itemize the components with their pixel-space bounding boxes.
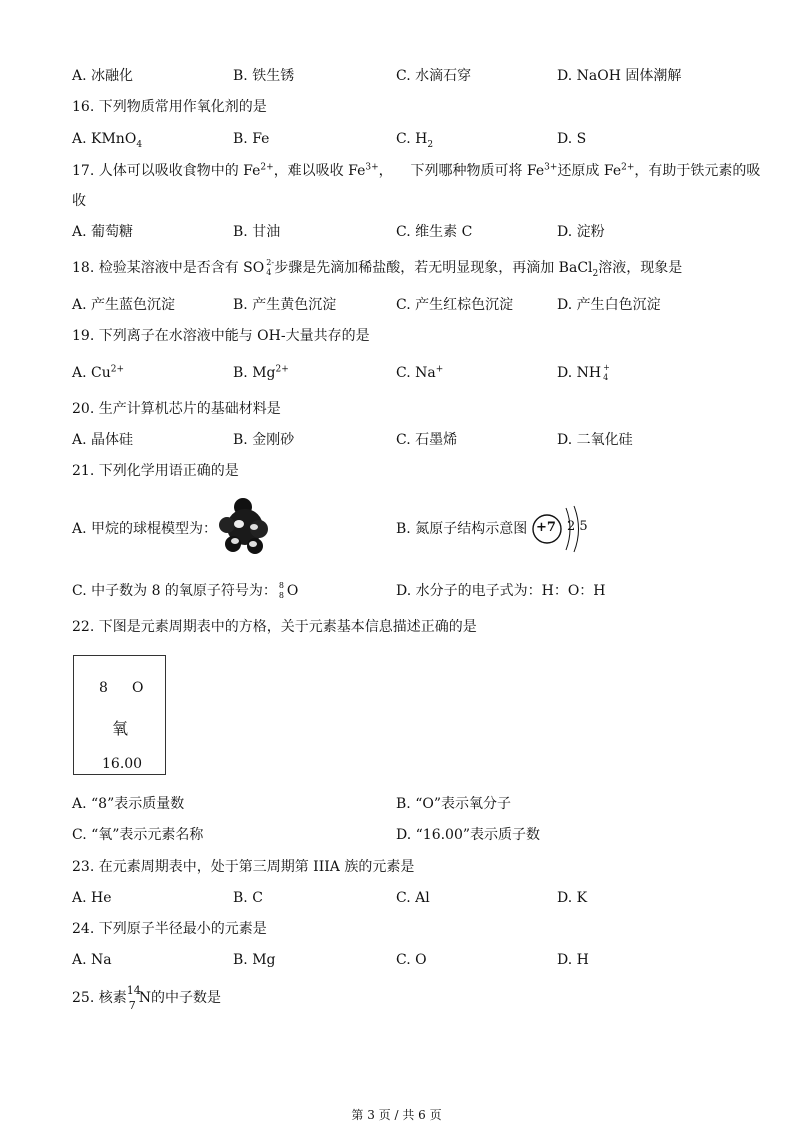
periodic-table-cell [73, 655, 166, 775]
q22-stem: 22. 下图是元素周期表中的方格，关于元素基本信息描述正确的是 [72, 619, 477, 635]
q19-option-c: C. Na+ [396, 364, 444, 381]
nitrogen-nuclide-notation: 14 7 [126, 984, 141, 1012]
page-footer: 第 3 页 / 共 6 页 [351, 1108, 442, 1122]
atomic-number: 8 [99, 680, 108, 696]
q15-option-a: A. 冰融化 [72, 68, 134, 84]
q20-option-d: D. 二氧化硅 [557, 432, 633, 448]
q18-option-c: C. 产生红棕色沉淀 [396, 297, 514, 313]
ammonium-charge: + 4 [603, 363, 610, 382]
q17-option-c: C. 维生素 C [396, 224, 473, 240]
q20-stem: 20. 生产计算机芯片的基础材料是 [72, 401, 281, 417]
q23-option-a: A. He [72, 890, 112, 906]
q19-option-d: D. NH + 4 [557, 363, 610, 382]
q19-option-a: A. $Cu^{2+}$ [72, 364, 125, 381]
q17-option-a: A. 葡萄糖 [72, 224, 134, 240]
q16-stem: 16. 下列物质常用作氧化剂的是 [72, 99, 267, 115]
sulfate-ion-charge: 2- 4 [266, 258, 275, 277]
q22-option-b: B. “O”表示氧分子 [396, 796, 511, 812]
q17-stem: 17. 人体可以吸收食物中的 $Fe^{2+}$，难以吸收 $Fe^{3+}$， 下列哪种物质可将 $Fe^{3+}$还原成 $Fe^{2+}$，有助于铁元素的吸 [72, 162, 761, 179]
q23-option-d: D. K [557, 890, 588, 906]
q23-stem: 23. 在元素周期表中，处于第三周期第 IIIA 族的元素是 [72, 859, 415, 875]
q16-option-c: C. $H_2$ [396, 131, 434, 150]
q24-option-a: A. Na [72, 952, 112, 968]
nitrogen-atom-diagram: +7 2 5 [530, 502, 590, 556]
q23-option-b: B. C [233, 890, 263, 906]
element-symbol: O [132, 680, 144, 696]
q25-stem: 25. 核素 14 7 N的中子数是 [72, 984, 221, 1012]
q16-option-b: B. Fe [233, 131, 270, 147]
q16-option-a: A. KMnO$_4$ [72, 131, 143, 150]
element-name: 氧 [112, 719, 129, 738]
q21-option-d: D. 水分子的电子式为：H：O：H [396, 583, 606, 599]
q24-option-b: B. Mg [233, 952, 276, 968]
q24-option-d: D. H [557, 952, 589, 968]
q18-option-d: D. 产生白色沉淀 [557, 297, 661, 313]
q23-option-c: C. Al [396, 890, 430, 906]
q21-option-b: B. 氮原子结构示意图 [396, 521, 528, 537]
q19-stem: 19. 下列离子在水溶液中能与 OH-大量共存的是 [72, 328, 370, 344]
q15-option-b: B. 铁生锈 [233, 68, 295, 84]
q18-stem: 18. 检验某溶液中是否含有 SO 2- 4 步骤是先滴加稀盐酸，若无明显现象，再滴加 BaCl$_2$溶液，现象是 [72, 258, 683, 279]
atomic-mass: 16.00 [102, 756, 143, 772]
q22-option-c: C. “氧”表示元素名称 [72, 827, 204, 843]
q16-option-d: D. S [557, 131, 587, 147]
q18-option-a: A. 产生蓝色沉淀 [72, 297, 176, 313]
q21-option-c: C. 中子数为 8 的氧原子符号为： 8 8 O [72, 581, 299, 600]
q15-option-d: D. NaOH 固体潮解 [557, 68, 682, 84]
q17-stem-line2: 收 [72, 193, 86, 209]
q18-option-b: B. 产生黄色沉淀 [233, 297, 337, 313]
q17-option-b: B. 甘油 [233, 224, 281, 240]
q19-option-b: B. $Mg^{2+}$ [233, 364, 289, 381]
methane-ball-stick-model [215, 497, 275, 557]
q24-option-c: C. O [396, 952, 427, 968]
q21-stem: 21. 下列化学用语正确的是 [72, 463, 239, 479]
q20-option-b: B. 金刚砂 [233, 432, 295, 448]
q15-option-c: C. 水滴石穿 [396, 68, 472, 84]
q24-stem: 24. 下列原子半径最小的元素是 [72, 921, 267, 937]
q22-option-d: D. “16.00”表示质子数 [396, 827, 541, 843]
q20-option-a: A. 晶体硅 [72, 432, 134, 448]
q22-option-a: A. “8”表示质量数 [72, 796, 185, 812]
q20-option-c: C. 石墨烯 [396, 432, 458, 448]
q17-option-d: D. 淀粉 [557, 224, 605, 240]
q21-option-a: A. 甲烷的球棍模型为： [72, 521, 218, 537]
oxygen-nuclide-notation: 8 8 [278, 581, 285, 600]
